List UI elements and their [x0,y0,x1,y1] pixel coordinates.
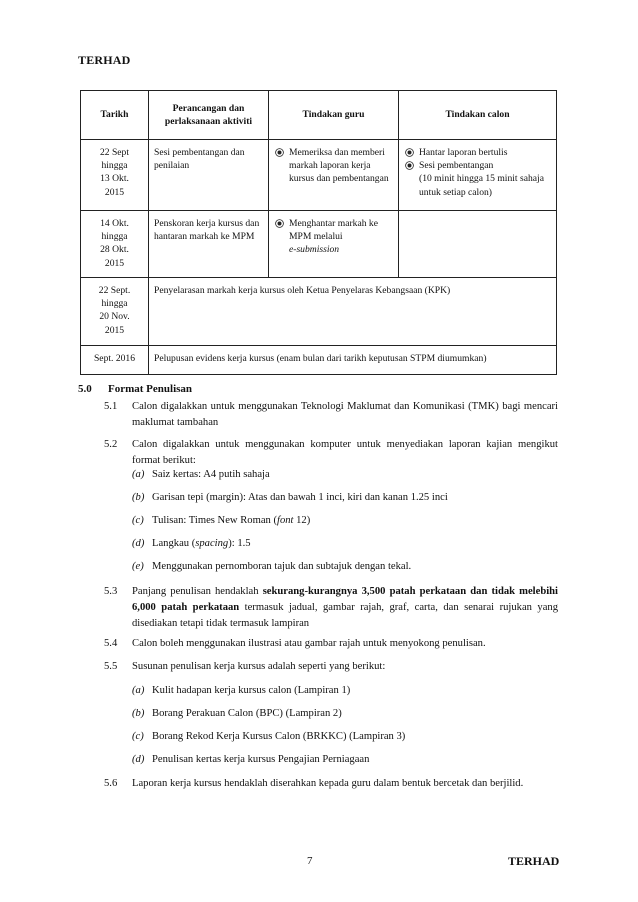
sub-letter: (e) [132,561,144,572]
date-line: 2015 [104,257,125,269]
header-plan-line1: Perancangan dan [172,102,245,114]
plan-cell: Sesi pembentangan dan penilaian [149,140,269,211]
page-number: 7 [307,855,313,867]
sub-text: Penulisan kertas kerja kursus Pengajian Perniagaan [152,754,370,765]
date-line: 2015 [104,186,125,198]
item-number: 5.4 [104,638,118,649]
sub-letter: (d) [132,538,145,549]
item-text: Laporan kerja kursus hendaklah diserahkan kepada guru dalam bentuk bercetak dan berjilid. [132,778,524,789]
date-cell [81,140,149,211]
list-item [104,399,558,431]
section-title [78,382,192,398]
item-number: 5.2 [104,439,118,450]
disposal-cell: Pelupusan evidens kerja kursus (enam bulan dari tarikh keputusan STPM diumumkan) [149,346,557,375]
sub-text: Menggunakan pernomboran tajuk dan subtajuk dengan tekal. [152,561,412,572]
list-item [405,159,552,172]
item-number: 5.3 [104,586,118,597]
sub-letter: (b) [132,708,145,719]
item-text: Calon boleh menggunakan ilustrasi atau gambar rajah untuk menyokong penulisan. [132,638,486,649]
candidate-action-cell [399,211,557,278]
candidate-action-text: Hantar laporan bertulis [419,147,508,158]
date-cell [81,211,149,278]
sub-text: Garisan tepi (margin): Atas dan bawah 1 inci, kiri dan kanan 1.25 inci [152,492,448,503]
sub-text-italic: font [277,515,294,526]
list-item [405,146,552,159]
date-line: 20 Nov. [99,311,130,323]
sub-letter: (a) [132,469,145,480]
item-text-part: termasuk jadual, gambar rajah, graf, carta, dan senarai rujukan yang disediakan tetapi tidak termasuk lampiran [132,601,558,629]
table-row [81,278,557,346]
bullet-icon [406,162,413,169]
sub-letter: (c) [132,731,144,742]
footer-classification: TERHAD [508,854,560,868]
list-item [275,146,394,186]
sub-letter: (a) [132,685,145,696]
header-plan-line2: perlaksanaan aktiviti [164,116,253,127]
sub-text-italic: spacing [195,538,229,549]
sub-item [132,467,558,483]
candidate-action-note: (10 minit hingga 15 minit sahaja untuk setiap calon) [419,173,544,198]
plan-cell: Penskoran kerja kursus dan hantaran markah ke MPM [149,211,269,278]
teacher-action-text: Menghantar markah ke MPM melalui [289,218,378,243]
sub-item [132,490,558,506]
table-row [81,346,557,375]
sub-item [132,513,558,529]
item-text-bold: sekurang-kurangnya 3,500 patah perkataan dan tidak melebihi 6,000 patah perkataan [132,586,558,613]
item-text: Calon digalakkan untuk menggunakan Teknologi Maklumat dan Komunikasi (TMK) bagi mencari maklumat tambahan [132,401,558,428]
teacher-action-text: Memeriksa dan memberi markah laporan kerja kursus dan pembentangan [289,147,389,185]
header-teacher: Tindakan guru [269,91,399,140]
sub-text: ): 1.5 [228,538,251,549]
sub-item [132,536,558,552]
date-cell: Sept. 2016 [81,346,149,375]
sub-text: Borang Perakuan Calon (BPC) (Lampiran 2) [152,708,342,719]
sub-letter: (d) [132,754,145,765]
bullet-icon [276,220,283,227]
table-header-row [81,91,557,140]
list-item [104,584,558,632]
sub-item [132,683,558,699]
header-classification: TERHAD [78,53,131,67]
candidate-action-cell [399,140,557,211]
date-line: 22 Sept. [98,285,131,296]
section-number: 5.0 [78,383,92,395]
item-text: Calon digalakkan untuk menggunakan komputer untuk menyediakan laporan kajian mengikut format berikut: [132,439,558,466]
item-text: Susunan penulisan kerja kursus adalah seperti yang berikut: [132,661,386,672]
section-title-text: Format Penulisan [108,383,193,395]
sub-text: Borang Rekod Kerja Kursus Calon (BRKKC) (Lampiran 3) [152,731,406,742]
teacher-action-italic: e-submission [289,244,340,256]
header-date: Tarikh [81,91,149,140]
item-number: 5.1 [104,401,118,412]
sub-letter: (b) [132,492,145,503]
sub-item [132,752,558,768]
date-line: 28 Okt. [100,244,129,256]
item-text-part: Panjang penulisan hendaklah [132,586,263,597]
date-line: 14 Okt. [100,218,129,229]
sub-text: Tulisan: Times New Roman ( [152,515,277,526]
item-number: 5.6 [104,778,118,789]
list-item [104,437,558,469]
sub-text: Langkau ( [152,538,196,549]
date-line: 2015 [104,324,125,336]
bullet-icon [406,149,413,156]
table-row [81,211,557,278]
item-text [132,584,558,632]
date-cell [81,278,149,346]
table-row [81,140,557,211]
sub-text: Saiz kertas: A4 putih sahaja [152,469,270,480]
sub-text: Kulit hadapan kerja kursus calon (Lampiran 1) [152,685,351,696]
list-item [104,776,558,792]
date-line: hingga [101,160,128,172]
sub-item [132,706,558,722]
bullet-icon [276,149,283,156]
sub-item [132,559,558,575]
coordination-cell: Penyelarasan markah kerja kursus oleh Ketua Penyelaras Kebangsaan (KPK) [149,278,557,346]
teacher-action-cell [269,211,399,278]
date-line: 13 Okt. [100,173,129,185]
item-number: 5.5 [104,661,118,672]
list-item [104,636,558,652]
list-item [275,217,394,257]
header-candidate: Tindakan calon [399,91,557,140]
list-item [104,659,558,675]
sub-text: 12) [293,515,311,526]
date-line: hingga [101,298,128,310]
sub-item [132,729,558,745]
header-plan [149,91,269,140]
candidate-action-text: Sesi pembentangan [419,160,494,172]
date-line: 22 Sept [99,147,130,158]
date-line: hingga [101,231,128,243]
schedule-table [80,90,557,375]
teacher-action-cell [269,140,399,211]
sub-letter: (c) [132,515,144,526]
